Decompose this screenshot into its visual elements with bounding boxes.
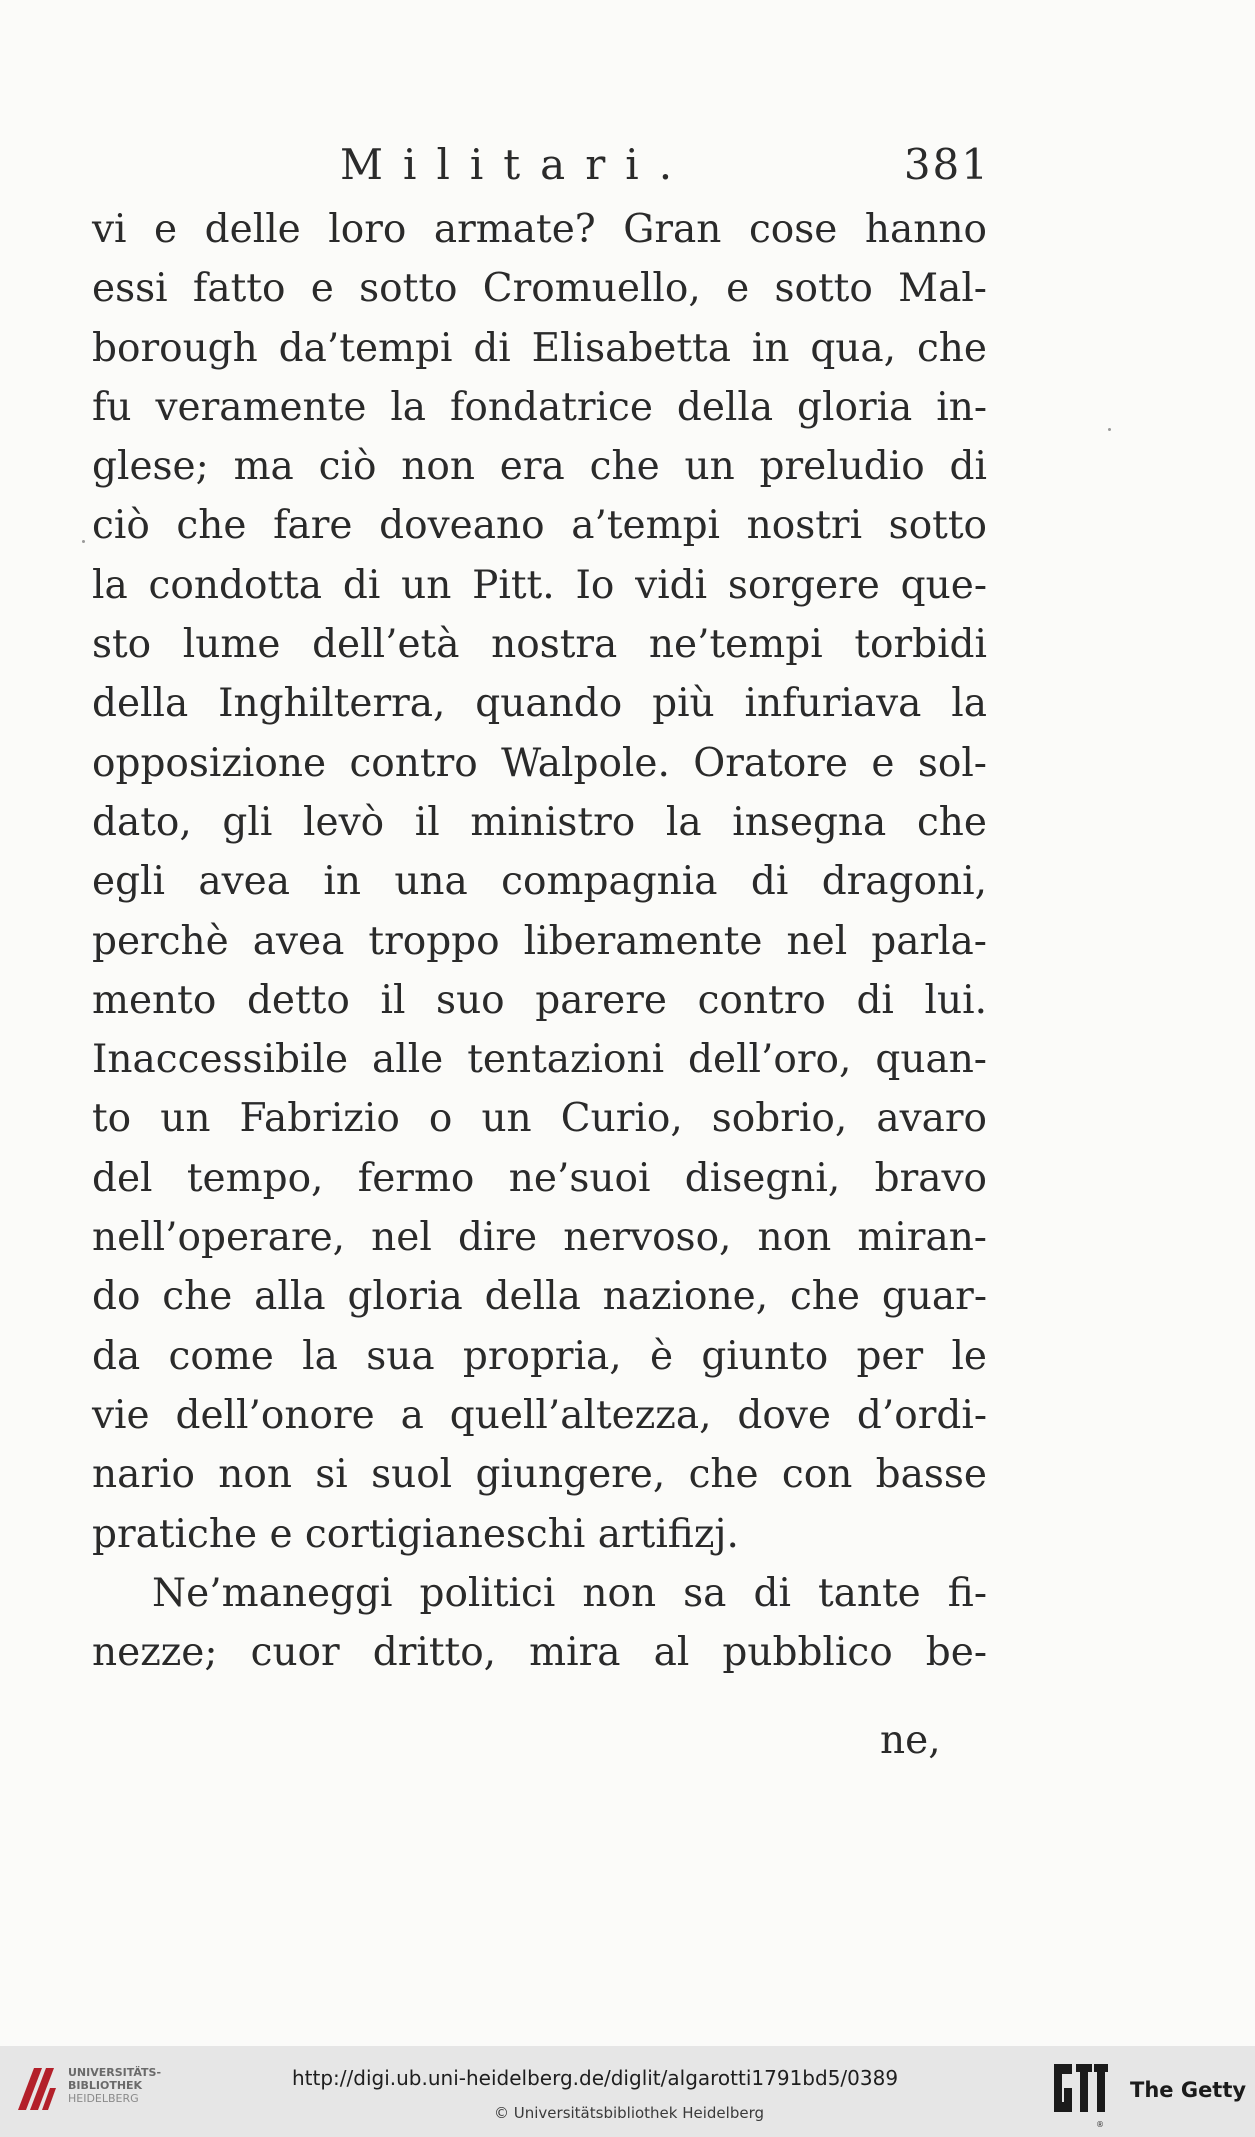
text-line: della Inghilterra, quando più infuriava la bbox=[92, 681, 987, 727]
body-text bbox=[92, 200, 987, 1682]
text-line: ciò che fare doveano a’tempi nostri sotto bbox=[92, 503, 987, 549]
text-line: nell’operare, nel dire nervoso, non miran- bbox=[92, 1215, 987, 1261]
text-line: nario non si suol giungere, che con basse bbox=[92, 1452, 987, 1498]
text-line: Ne’maneggi politici non sa di tante fi- bbox=[152, 1570, 987, 1616]
footer-bar bbox=[0, 2046, 1255, 2137]
library-name bbox=[68, 2066, 161, 2105]
text-line: pratiche e cortigianeschi artifizj. bbox=[92, 1511, 739, 1557]
text-line: sto lume dell’età nostra ne’tempi torbidi bbox=[92, 622, 987, 668]
partner-name: The Getty bbox=[1130, 2078, 1247, 2102]
catchword: ne, bbox=[880, 1718, 941, 1763]
text-line: essi fatto e sotto Cromuello, e sotto Mal- bbox=[92, 266, 987, 312]
text-line: vie dell’onore a quell’altezza, dove d’ordi- bbox=[92, 1392, 987, 1438]
copyright-notice: © Universitätsbibliothek Heidelberg bbox=[494, 2104, 765, 2122]
text-line: to un Fabrizio o un Curio, sobrio, avaro bbox=[92, 1096, 987, 1142]
text-line: glese; ma ciò non era che un preludio di bbox=[92, 444, 987, 490]
library-emblem-icon bbox=[14, 2064, 60, 2114]
paper-speck bbox=[1108, 428, 1111, 431]
getty-logo-icon bbox=[1052, 2062, 1110, 2122]
text-line: la condotta di un Pitt. Io vidi sorgere que- bbox=[92, 562, 987, 608]
text-line: nezze; cuor dritto, mira al pubblico be- bbox=[92, 1630, 987, 1676]
text-line: opposizione contro Walpole. Oratore e sol- bbox=[92, 740, 987, 786]
library-name-line: HEIDELBERG bbox=[68, 2092, 139, 2105]
page-number: 381 bbox=[903, 140, 990, 189]
text-line: perchè avea troppo liberamente nel parla- bbox=[92, 918, 987, 964]
library-name-line: BIBLIOTHEK bbox=[68, 2079, 143, 2092]
text-line: vi e delle loro armate? Gran cose hanno bbox=[92, 207, 987, 252]
text-line: do che alla gloria della nazione, che guar- bbox=[92, 1274, 987, 1320]
paper-speck bbox=[82, 540, 85, 543]
permalink-url[interactable]: http://digi.ub.uni-heidelberg.de/diglit/algarotti1791bd5/0389 bbox=[292, 2066, 899, 2090]
running-head bbox=[340, 140, 990, 200]
text-line: egli avea in una compagnia di dragoni, bbox=[92, 859, 987, 905]
library-logo bbox=[14, 2060, 164, 2124]
text-line: dato, gli levò il ministro la insegna che bbox=[92, 799, 987, 845]
registered-mark: ® bbox=[1096, 2120, 1104, 2129]
text-line: fu veramente la fondatrice della gloria in- bbox=[92, 384, 987, 430]
text-line: da come la sua propria, è giunto per le bbox=[92, 1333, 987, 1379]
text-line: Inaccessibile alle tentazioni dell’oro, quan- bbox=[92, 1037, 987, 1083]
text-line: borough da’tempi di Elisabetta in qua, che bbox=[92, 325, 987, 371]
running-head-title: Militari. bbox=[340, 140, 693, 189]
library-name-line: UNIVERSITÄTS- bbox=[68, 2066, 162, 2079]
text-line: del tempo, fermo ne’suoi disegni, bravo bbox=[92, 1155, 987, 1201]
text-line: mento detto il suo parere contro di lui. bbox=[92, 977, 987, 1023]
